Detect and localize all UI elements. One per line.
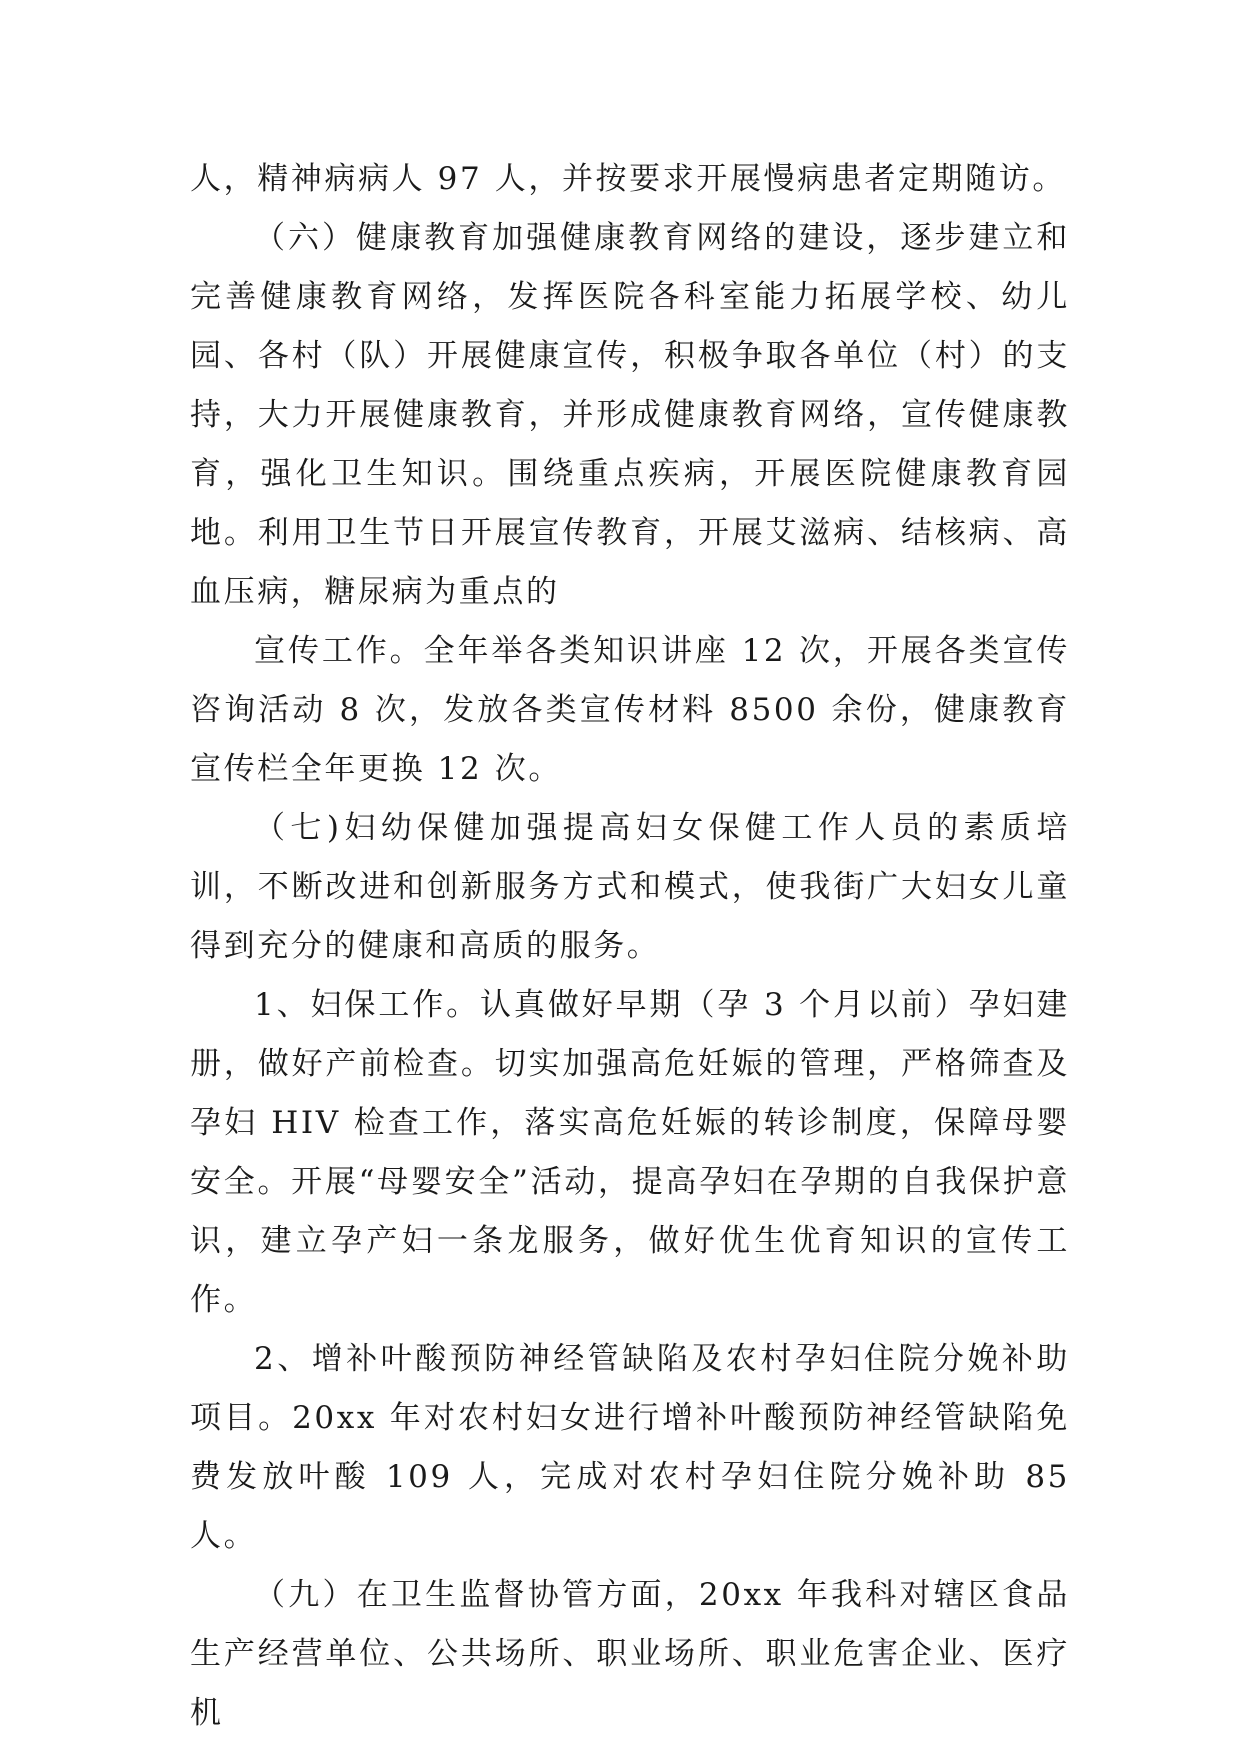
- document-body: [190, 150, 1070, 1743]
- paragraph-folic-acid-project: 2、增补叶酸预防神经管缺陷及农村孕妇住院分娩补助项目。20xx 年对农村妇女进行增补叶酸预防神经管缺陷免费发放叶酸 109 人，完成对农村孕妇住院分娩补助 85 人。: [190, 1341, 1070, 1554]
- paragraph-publicity-work: 宣传工作。全年举各类知识讲座 12 次，开展各类宣传咨询活动 8 次，发放各类宣传材料 8500 余份，健康教育宣传栏全年更换 12 次。: [190, 633, 1070, 787]
- paragraph-health-education: （六）健康教育加强健康教育网络的建设，逐步建立和完善健康教育网络，发挥医院各科室能力拓展学校、幼儿园、各村（队）开展健康宣传，积极争取各单位（村）的支持，大力开展健康教育，并形成健康教育网络，宣传健康教育，强化卫生知识。围绕重点疾病，开展医院健康教育园地。利用卫生节日开展宣传教育，开展艾滋病、结核病、高血压病，糖尿病为重点的: [190, 220, 1070, 610]
- paragraph-health-supervision: （九）在卫生监督协管方面，20xx 年我科对辖区食品生产经营单位、公共场所、职业场所、职业危害企业、医疗机: [190, 1577, 1070, 1731]
- paragraph-maternal-care: 1、妇保工作。认真做好早期（孕 3 个月以前）孕妇建册，做好产前检查。切实加强高危妊娠的管理，严格筛查及孕妇 HIV 检查工作，落实高危妊娠的转诊制度，保障母婴安全。开展“母婴安全”活动，提高孕妇在孕期的自我保护意识，建立孕产妇一条龙服务，做好优生优育知识的宣传工作。: [190, 987, 1070, 1318]
- paragraph-chronic-disease-followup: 人，精神病病人 97 人，并按要求开展慢病患者定期随访。: [190, 161, 1066, 197]
- paragraph-maternal-child-health: （七)妇幼保健加强提高妇女保健工作人员的素质培训，不断改进和创新服务方式和模式，使我街广大妇女儿童得到充分的健康和高质的服务。: [190, 810, 1070, 964]
